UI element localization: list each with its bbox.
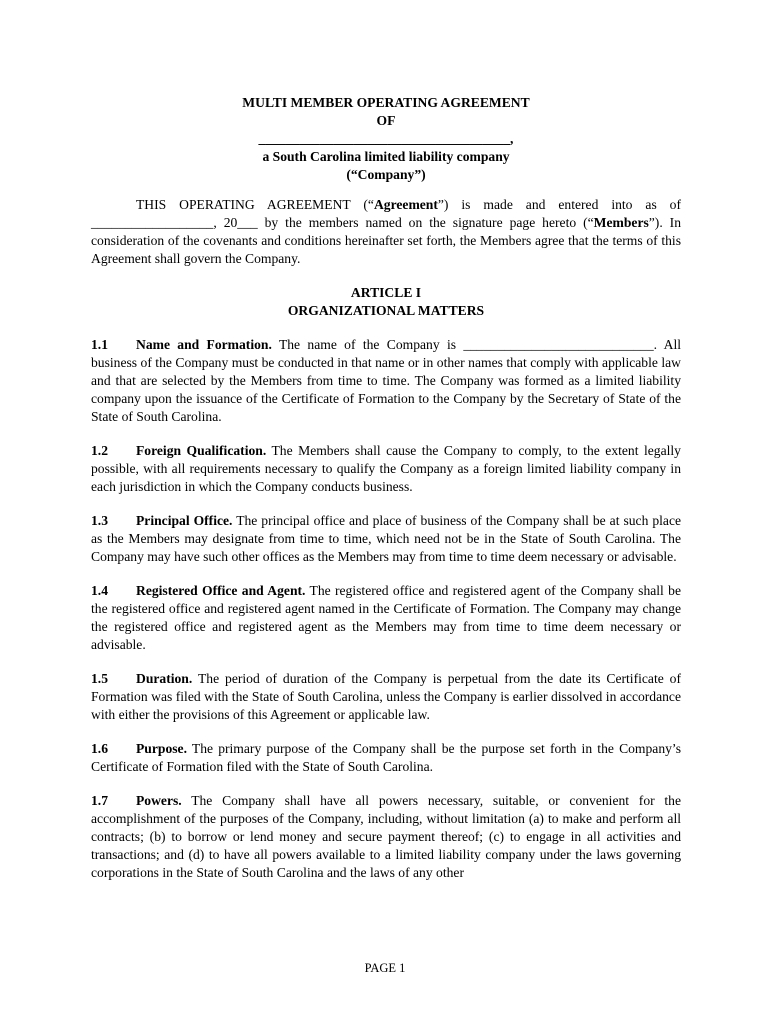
intro-bold-members: Members <box>593 215 649 230</box>
section-text: The primary purpose of the Company shall be the purpose set forth in the Company’s Certificate of Formation filed with the State of South Carolina. <box>91 741 681 774</box>
section-heading: Powers. <box>136 793 182 808</box>
section-text: The Members shall cause the Company to comply, to the extent legally possible, with all requirements necessary to qualify the Company as a foreign limited liability company in each jurisdiction in which the Company conducts business. <box>91 443 681 494</box>
title-line-1: MULTI MEMBER OPERATING AGREEMENT <box>242 95 530 110</box>
section-number: 1.3 <box>91 513 108 528</box>
page-number: PAGE 1 <box>364 961 406 975</box>
section-1-7 <box>91 792 681 882</box>
intro-text-2: ”) is made and entered into as of __________________, 20___ by the members named on the signature page hereto (“ <box>91 197 682 230</box>
section-number: 1.2 <box>91 443 108 458</box>
section-heading: Duration. <box>136 671 193 686</box>
section-text: The principal office and place of business of the Company shall be at such place as the Members may designate from time to time, which need not be in the State of South Carolina. The Company may have such other offices as the Members may from time to time deem necessary or advisable. <box>91 513 682 564</box>
intro-text-3: ”). In consideration of the covenants and conditions hereinafter set forth, the Members agree that the terms of this Agreement shall govern the Company. <box>91 215 681 266</box>
section-text: The Company shall have all powers necessary, suitable, or convenient for the accomplishment of the purposes of the Company, including, without limitation (a) to make and perform all contracts; (b) to borrow or lend money and secure payment thereof; (c) to engage in all activities and transactions; and (d) to have all powers available to a limited liability company under the laws governing corporations in the State of South Carolina and the laws of any other <box>91 793 681 880</box>
title-line-5: (“Company”) <box>346 167 426 182</box>
section-1-4 <box>91 582 681 654</box>
section-number: 1.6 <box>91 741 108 756</box>
section-number: 1.4 <box>91 583 108 598</box>
article-label: ARTICLE I <box>350 285 422 300</box>
section-heading: Name and Formation. <box>136 337 272 352</box>
section-number: 1.1 <box>91 337 108 352</box>
title-line-2: OF <box>376 113 396 128</box>
section-number: 1.7 <box>91 793 108 808</box>
intro-text-1: THIS OPERATING AGREEMENT (“ <box>136 197 374 212</box>
document-body <box>91 94 681 898</box>
section-1-5 <box>91 670 681 724</box>
section-1-3 <box>91 512 681 566</box>
article-title: ORGANIZATIONAL MATTERS <box>287 303 485 318</box>
section-heading: Principal Office. <box>136 513 233 528</box>
section-text: The registered office and registered agent of the Company shall be the registered office and registered agent named in the Certificate of Formation. The Company may change the registered office and registered agent as the Members may from time to time deem necessary or advisable. <box>91 583 681 652</box>
section-1-2 <box>91 442 681 496</box>
section-heading: Foreign Qualification. <box>136 443 267 458</box>
article-heading <box>91 284 681 320</box>
intro-bold-agreement: Agreement <box>373 197 438 212</box>
section-heading: Purpose. <box>136 741 187 756</box>
section-1-6 <box>91 740 681 776</box>
section-heading: Registered Office and Agent. <box>136 583 306 598</box>
section-1-1 <box>91 336 681 426</box>
company-name-blank: _____________________________________, <box>258 131 514 146</box>
intro-paragraph <box>91 196 681 268</box>
section-text: The name of the Company is ____________________________. All business of the Company must be conducted in that name or in other names that comply with applicable law and that are selected by the Members from time to time. The Company was formed as a limited liability company upon the issuance of the Certificate of Formation to the Company by the Secretary of State of the State of South Carolina. <box>91 337 682 424</box>
section-text: The period of duration of the Company is perpetual from the date its Certificate of Formation was filed with the State of South Carolina, unless the Company is earlier dissolved in accordance with either the provisions of this Agreement or applicable law. <box>91 671 682 722</box>
title-line-4: a South Carolina limited liability company <box>262 149 510 164</box>
section-number: 1.5 <box>91 671 108 686</box>
title-block <box>91 94 681 184</box>
